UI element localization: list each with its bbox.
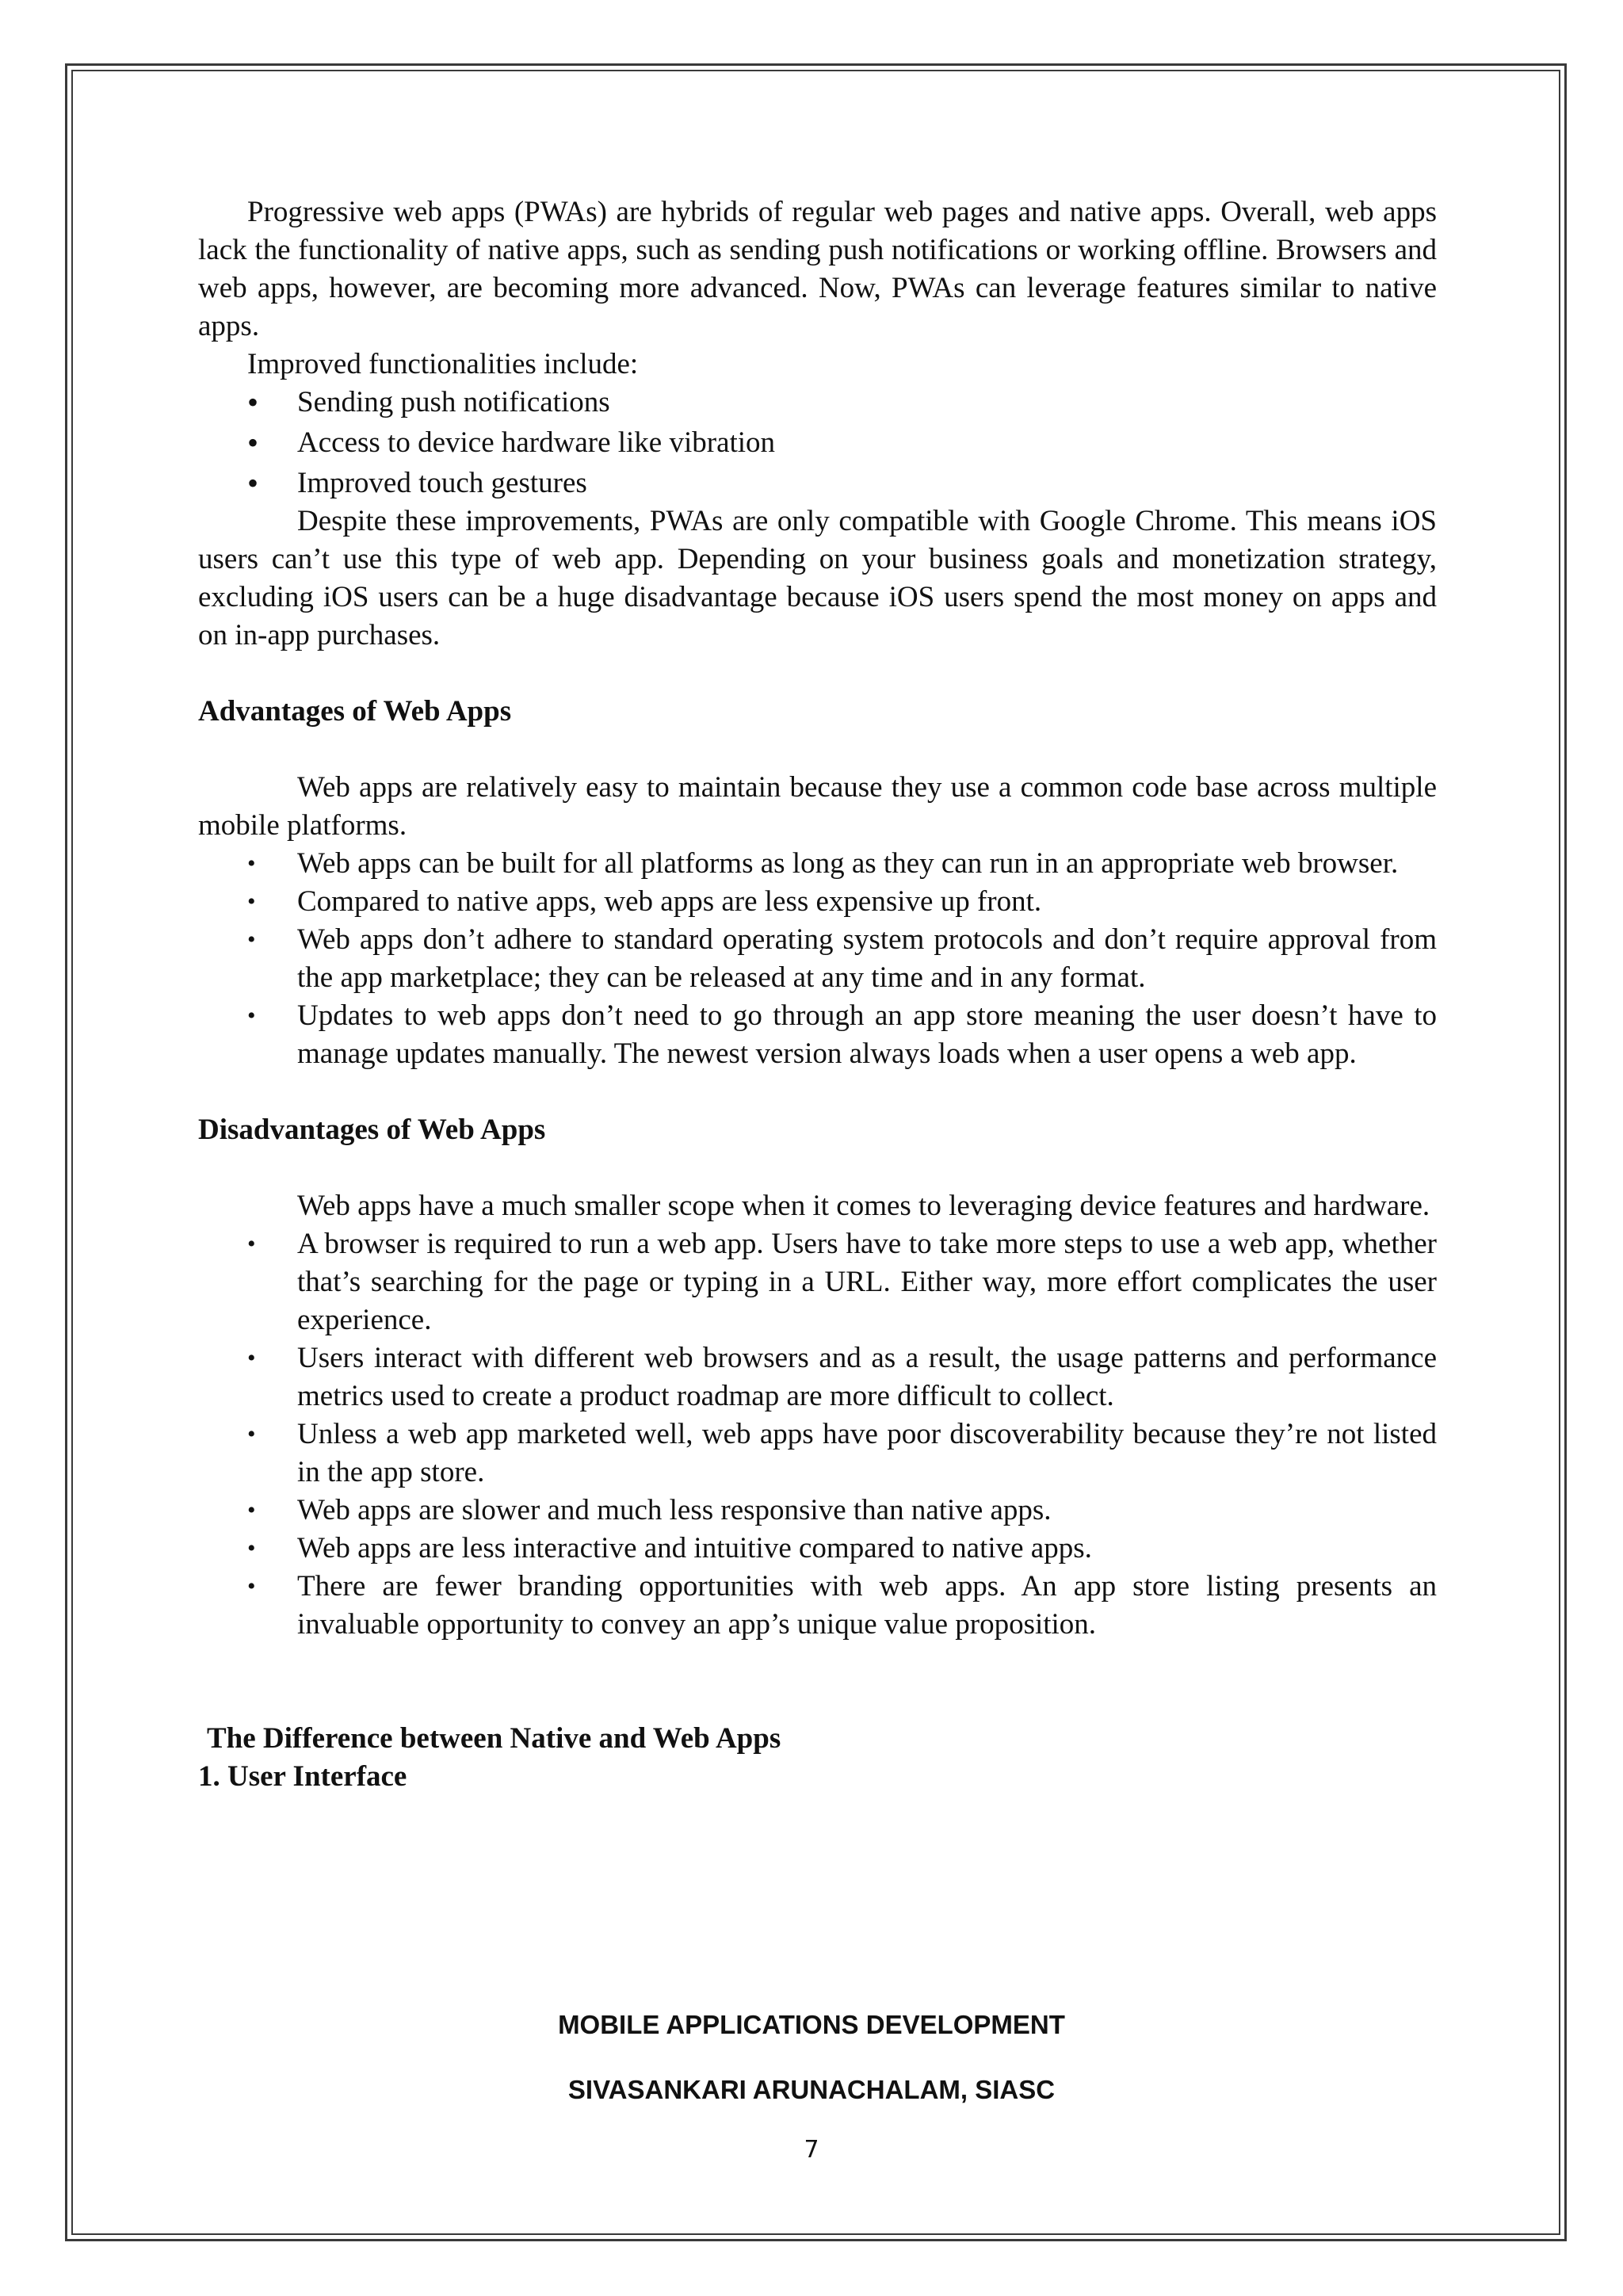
functionalities-list <box>198 384 1437 502</box>
footer-author: SIVASANKARI ARUNACHALAM, SIASC <box>567 2075 1056 2104</box>
list-item: • Improved touch gestures <box>198 464 1437 502</box>
functionalities-intro: Improved functionalities include: <box>247 348 639 380</box>
list-item: • Sending push notifications <box>198 384 1437 422</box>
pwa-intro-paragraph: Progressive web apps (PWAs) are hybrids of regular web pages and native apps. Overall, web apps lack the functionality of native apps, such as sending push notifications or working offline. Browsers and web apps, however, are becoming more advanced. Now, PWAs can leverage features similar to native apps. <box>198 196 1437 342</box>
list-item: • Updates to web apps don’t need to go through an app store meaning the user doesn’t have to manage updates manually. The newest version always loads when a user opens a web app. <box>198 997 1437 1073</box>
disadvantages-heading: Disadvantages of Web Apps <box>198 1114 546 1146</box>
pwa-closing-paragraph: Despite these improvements, PWAs are only compatible with Google Chrome. This means iOS users can’t use this type of web app. Depending on your business goals and monetization strategy, excluding iOS users can be a huge disadvantage because iOS users spend the most money on apps and on in-app purchases. <box>198 505 1437 651</box>
advantages-heading: Advantages of Web Apps <box>198 695 512 728</box>
list-item: • Web apps are slower and much less responsive than native apps. <box>198 1492 1437 1530</box>
list-item: • Users interact with different web browsers and as a result, the usage patterns and performance metrics used to create a product roadmap are more difficult to collect. <box>198 1339 1437 1415</box>
list-item: • Web apps are less interactive and intuitive compared to native apps. <box>198 1530 1437 1568</box>
list-item: • Compared to native apps, web apps are less expensive up front. <box>198 883 1437 921</box>
list-item: • There are fewer branding opportunities with web apps. An app store listing presents an invaluable opportunity to convey an app’s unique value proposition. <box>198 1568 1437 1644</box>
list-item: • Access to device hardware like vibration <box>198 424 1437 462</box>
list-item: • Web apps don’t adhere to standard operating system protocols and don’t require approval from the app marketplace; they can be released at any time and in any format. <box>198 921 1437 997</box>
difference-heading: The Difference between Native and Web Apps <box>207 1722 781 1755</box>
list-item: • Unless a web app marketed well, web apps have poor discoverability because they’re not listed in the app store. <box>198 1415 1437 1492</box>
advantages-intro: Web apps are relatively easy to maintain because they use a common code base across multiple mobile platforms. <box>198 771 1437 842</box>
user-interface-subheading: 1. User Interface <box>198 1760 407 1793</box>
disadvantages-intro: Web apps have a much smaller scope when it comes to leveraging device features and hardware. <box>297 1190 1430 1222</box>
disadvantages-list <box>198 1225 1437 1644</box>
list-item: • Web apps can be built for all platforms as long as they can run in an appropriate web browser. <box>198 845 1437 883</box>
page-number: 7 <box>804 2136 819 2164</box>
advantages-list <box>198 845 1437 1073</box>
list-item: • A browser is required to run a web app. Users have to take more steps to use a web app, whether that’s searching for the page or typing in a URL. Either way, more effort complicates the user experience. <box>198 1225 1437 1339</box>
footer-course-title: MOBILE APPLICATIONS DEVELOPMENT <box>558 2010 1065 2039</box>
page-body <box>198 193 1437 1796</box>
